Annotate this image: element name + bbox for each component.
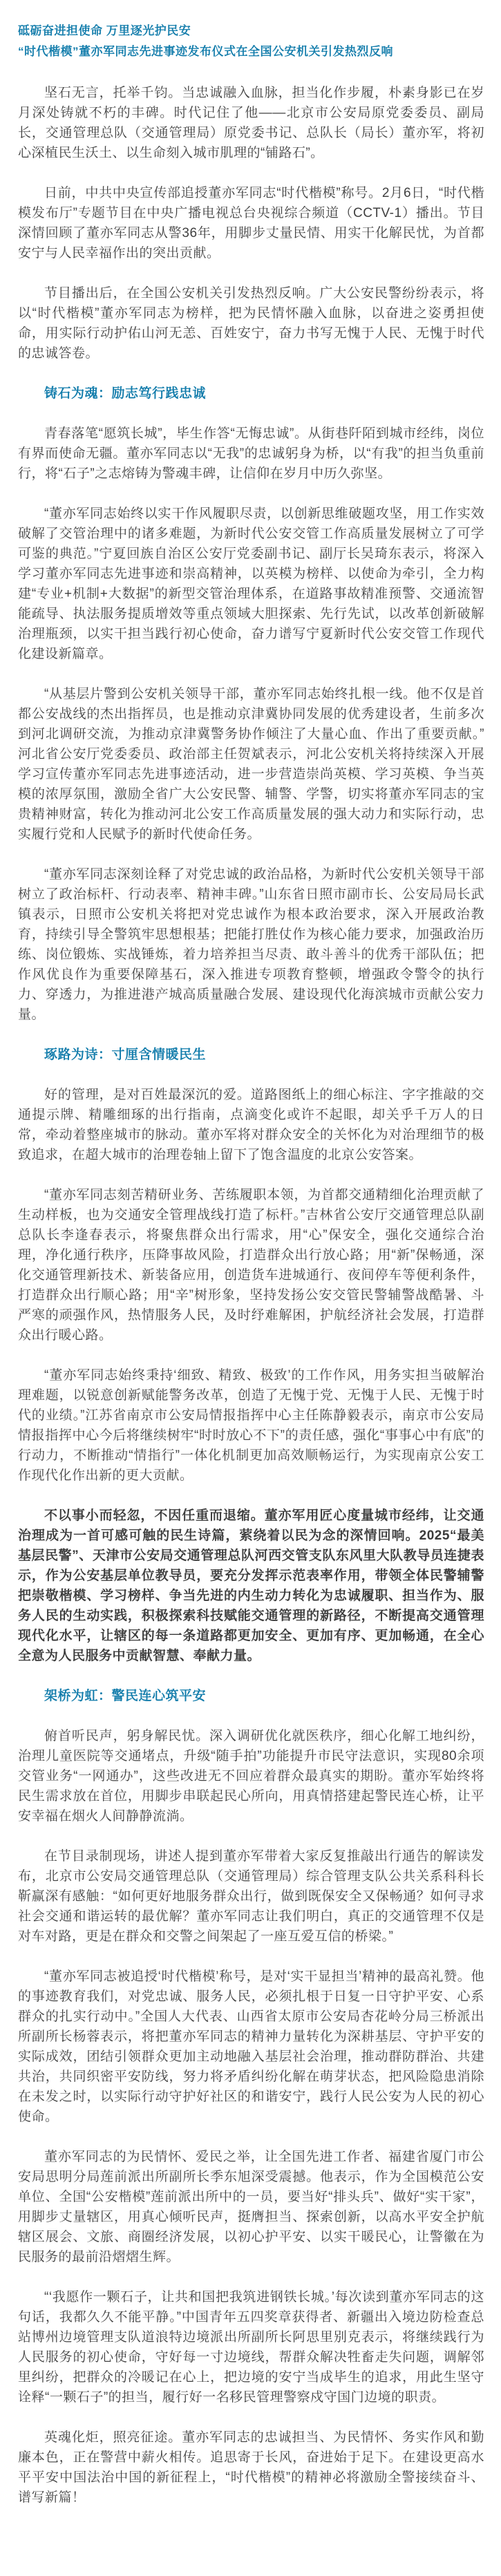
article-paragraph: 日前，中共中央宣传部追授董亦军同志“时代楷模”称号。2月6日，“时代楷模发布厅”专题节目在中央广播电视总台央视综合频道（CCTV-1）播出。节目深情回顾了董亦军同志从警36年，用脚步丈量民情、用实干化解民忧，为首都安宁与人民幸福作出的突出贡献。 (18, 186, 484, 261)
section-heading-forge-stone: 铸石为魂：励志笃行践忠诚 (44, 386, 207, 401)
article-paragraph: 俯首听民声，躬身解民忧。深入调研优化就医秩序，细心化解工地纠纷，治理儿童医院等交通堵点，升级“随手拍”功能提升市民守法意识，实现80余项交管业务“一网通办”，这些改进无不回应着群众最真实的期盼。董亦军始终将民生需求放在首位，用脚步串联起民心所向，用真情搭建起警民连心桥，让平安幸福在烟火人间静静流淌。 (18, 1729, 484, 1824)
article-title-line1: 砥砺奋进担使命 万里逐光护民安 (18, 24, 191, 37)
article-paragraph: “董亦军同志始终以实干作风履职尽责，以创新思维破题攻坚，用工作实效破解了交管治理中的诸多难题，为新时代公安交管工作高质量发展树立了可学可鉴的典范。”宁夏回族自治区公安厅党委副书记、副厅长吴琦东表示，将深入学习董亦军同志先进事迹和崇高精神，以英模为榜样、以使命为牵引，全力构建“专业+机制+大数据”的新型交管治理体系，在道路事故精准预警、交通流智能疏导、执法服务提质增效等重点领域大胆探索、先行先试，以改革创新破解治理瓶颈，以实干担当践行初心使命，奋力谱写宁夏新时代公安交管工作现代化建设新篇章。 (18, 506, 484, 661)
article-paragraph: 英魂化炬，照亮征途。董亦军同志的忠诚担当、为民情怀、务实作风和勤廉本色，正在警营中薪火相传。追思寄于长风，奋进始于足下。在建设更高水平平安中国法治中国的新征程上，“时代楷模”的精神必将激励全警接续奋斗、谱写新篇！ (18, 2430, 484, 2505)
article-paragraph: 青春落笔“愿筑长城”，毕生作答“无悔忠诚”。从街巷阡陌到城市经纬，岗位有界而使命无疆。董亦军同志以“无我”的忠诚躬身为桥，以“有我”的担当负重前行，将“石子”之志熔铸为警魂丰碑，让信仰在岁月中历久弥坚。 (18, 426, 484, 481)
article-paragraph: 在节目录制现场，讲述人提到董亦军带着大家反复推敲出行通告的解读发布，北京市公安局交通管理总队（交通管理局）综合管理支队公共关系科科长靳赢深有感触：“如何更好地服务群众出行，做到既保安全又保畅通？如何寻求社会交通和谐运转的最优解？董亦军同志让我们明白，真正的交通管理不仅是对车对路，更是在群众和交警之间架起了一座互爱互信的桥梁。” (18, 1849, 484, 1944)
article-title (18, 21, 484, 62)
article-paragraph: “‘我愿作一颗石子，让共和国把我筑进钢铁长城。’每次读到董亦军同志的这句话，我都久久不能平静。”中国青年五四奖章获得者、新疆出入境边防检查总站博州边境管理支队道浪特边境派出所副所长阿思里别克表示，将继续践行为人民服务的初心使命，守好每一寸边境线，帮群众解决牲畜走失问题，调解邻里纠纷，把群众的冷暖记在心上，把边境的安宁当成毕生的追求，用此生坚守诠释“一颗石子”的担当，履行好一名移民管理警察戍守国门边境的职责。 (18, 2290, 484, 2405)
article-paragraph: “从基层片警到公安机关领导干部，董亦军同志始终扎根一线。他不仅是首都公安战线的杰出指挥员，也是推动京津冀协同发展的优秀建设者，生前多次到河北调研交流，为推动京津冀警务协作倾注了大量心血、作出了重要贡献。”河北省公安厅党委委员、政治部主任贺斌表示，河北公安机关将持续深入开展学习宣传董亦军同志先进事迹活动，进一步营造崇尚英模、学习英模、争当英模的浓厚氛围，激励全省广大公安民警、辅警、学警，切实将董亦军同志的宝贵精神财富，转化为推动河北公安工作高质量发展的强大动力和实际行动，忠实履行党和人民赋予的新时代使命任务。 (18, 687, 484, 842)
article-paragraph: “董亦军同志刻苦精研业务、苦练履职本领，为首都交通精细化治理贡献了生动样板，也为交通安全管理战线打造了标杆。”吉林省公安厅交通管理总队副总队长李逢春表示，将聚焦群众出行需求，用“心”保安全，强化交通综合治理，净化通行秩序，压降事故风险，打造群众出行放心路；用“新”保畅通，深化交通管理新技术、新装备应用，创造货车进城通行、夜间停车等便利条件，打造群众出行顺心路；用“辛”树形象，坚持发扬公安交管民警辅警战酷暑、斗严寒的顽强作风，热情服务人民，及时纾难解困，护航经济社会发展，打造群众出行暖心路。 (18, 1188, 484, 1343)
article-paragraph: 董亦军同志的为民情怀、爱民之举，让全国先进工作者、福建省厦门市公安局思明分局莲前派出所副所长季东旭深受震撼。他表示，作为全国模范公安单位、全国“公安楷模”莲前派出所中的一员，要当好“排头兵”、做好“实干家”，用脚步丈量辖区，用真心倾听民声，挺膺担当、探索创新，以高水平安全护航辖区展会、文旅、商圈经济发展，以初心护平安、以实干暖民心，让警徽在为民服务的最前沿熠熠生辉。 (18, 2150, 484, 2264)
article-paragraph: “董亦军同志始终秉持‘细致、精致、极致’的工作作风，用务实担当破解治理难题，以锐意创新赋能警务改革，创造了无愧于党、无愧于人民、无愧于时代的业绩。”江苏省南京市公安局情报指挥中心主任陈静毅表示，南京市公安局情报指挥中心今后将继续树牢“时时放心不下”的责任感，强化“事事心中有底”的行动力，不断推动“情指行”一体化机制更加高效顺畅运行，为实现南京公安工作现代化作出新的更大贡献。 (18, 1368, 484, 1483)
article-body (18, 83, 484, 2508)
article-paragraph: “董亦军同志深刻诠释了对党忠诚的政治品格，为新时代公安机关领导干部树立了政治标杆、行动表率、精神丰碑。”山东省日照市副市长、公安局局长武镇表示，日照市公安机关将把对党忠诚作为根本政治要求，深入开展政治教育，持续引导全警筑牢思想根基；把能打胜仗作为核心能力要求，加强政治历练、岗位锻炼、实战锤炼，着力培养担当尽责、敢斗善斗的优秀干部队伍；把作风优良作为重要保障基石，深入推进专项教育整顿，增强政令警令的执行力、穿透力，为推进港产城高质量融合发展、建设现代化海滨城市贡献公安力量。 (18, 867, 484, 1022)
section-heading-bridge-rainbow: 架桥为虹：警民连心筑平安 (44, 1689, 207, 1703)
article-paragraph-emphasis: 不以事小而轻忽，不因任重而退缩。董亦军用匠心度量城市经纬，让交通治理成为一首可感可触的民生诗篇，萦绕着以民为念的深情回响。2025“最美基层民警”、天津市公安局交通管理总队河西交管支队东风里大队教导员连捷表示，作为公安基层单位教导员，要充分发挥示范表率作用，带领全体民警辅警把崇敬楷模、学习榜样、争当先进的内生动力转化为忠诚履职、担当作为、服务人民的生动实践，积极探索科技赋能交通管理的新路径，不断提高交通管理现代化水平，让辖区的每一条道路都更加安全、更加有序、更加畅通，在全心全意为人民服务中贡献智慧、奉献力量。 (18, 1508, 484, 1663)
article-paragraph: 节目播出后，在全国公安机关引发热烈反响。广大公安民警纷纷表示，将以“时代楷模”董亦军同志为榜样，把为民情怀融入血脉，以奋进之姿勇担使命，用实际行动护佑山河无恙、百姓安宁，奋力书写无愧于人民、无愧于时代的忠诚答卷。 (18, 286, 484, 361)
article-paragraph: 坚石无言，托举千钧。当忠诚融入血脉，担当化作步履，朴素身影已在岁月深处铸就不朽的丰碑。时代记住了他——北京市公安局原党委委员、副局长，交通管理总队（交通管理局）原党委书记、总队长（局长）董亦军，将初心深植民生沃土、以生命刻入城市肌理的“铺路石”。 (18, 86, 484, 160)
article-title-line2: “时代楷模”董亦军同志先进事迹发布仪式在全国公安机关引发热烈反响 (18, 45, 393, 58)
article-paragraph: 好的管理，是对百姓最深沉的爱。道路图纸上的细心标注、字字推敲的交通提示牌、精雕细琢的出行指南，点滴变化或许不起眼，却关乎千万人的日常，牵动着整座城市的脉动。董亦军将对群众安全的关怀化为对治理细节的极致追求，在超大城市的治理卷轴上留下了饱含温度的北京公安答案。 (18, 1088, 484, 1162)
section-heading-carve-road: 琢路为诗：寸厘含情暖民生 (44, 1048, 207, 1062)
article-paragraph: “董亦军同志被追授‘时代楷模’称号，是对‘实干显担当’精神的最高礼赞。他的事迹教育我们，对党忠诚、服务人民，必须扎根于日复一日守护平安、心系群众的扎实行动中。”全国人大代表、山西省太原市公安局杏花岭分局三桥派出所副所长杨蓉表示，将把董亦军同志的精神力量转化为深耕基层、守护平安的实际成效，团结引领群众更加主动地融入基层社会治理，推动群防群治、共建共治，共同织密平安防线，努力将矛盾纠纷化解在萌芽状态，把风险隐患消除在未发之时，以实际行动守护好社区的和谐安宁，践行人民公安为人民的初心使命。 (18, 1969, 484, 2124)
